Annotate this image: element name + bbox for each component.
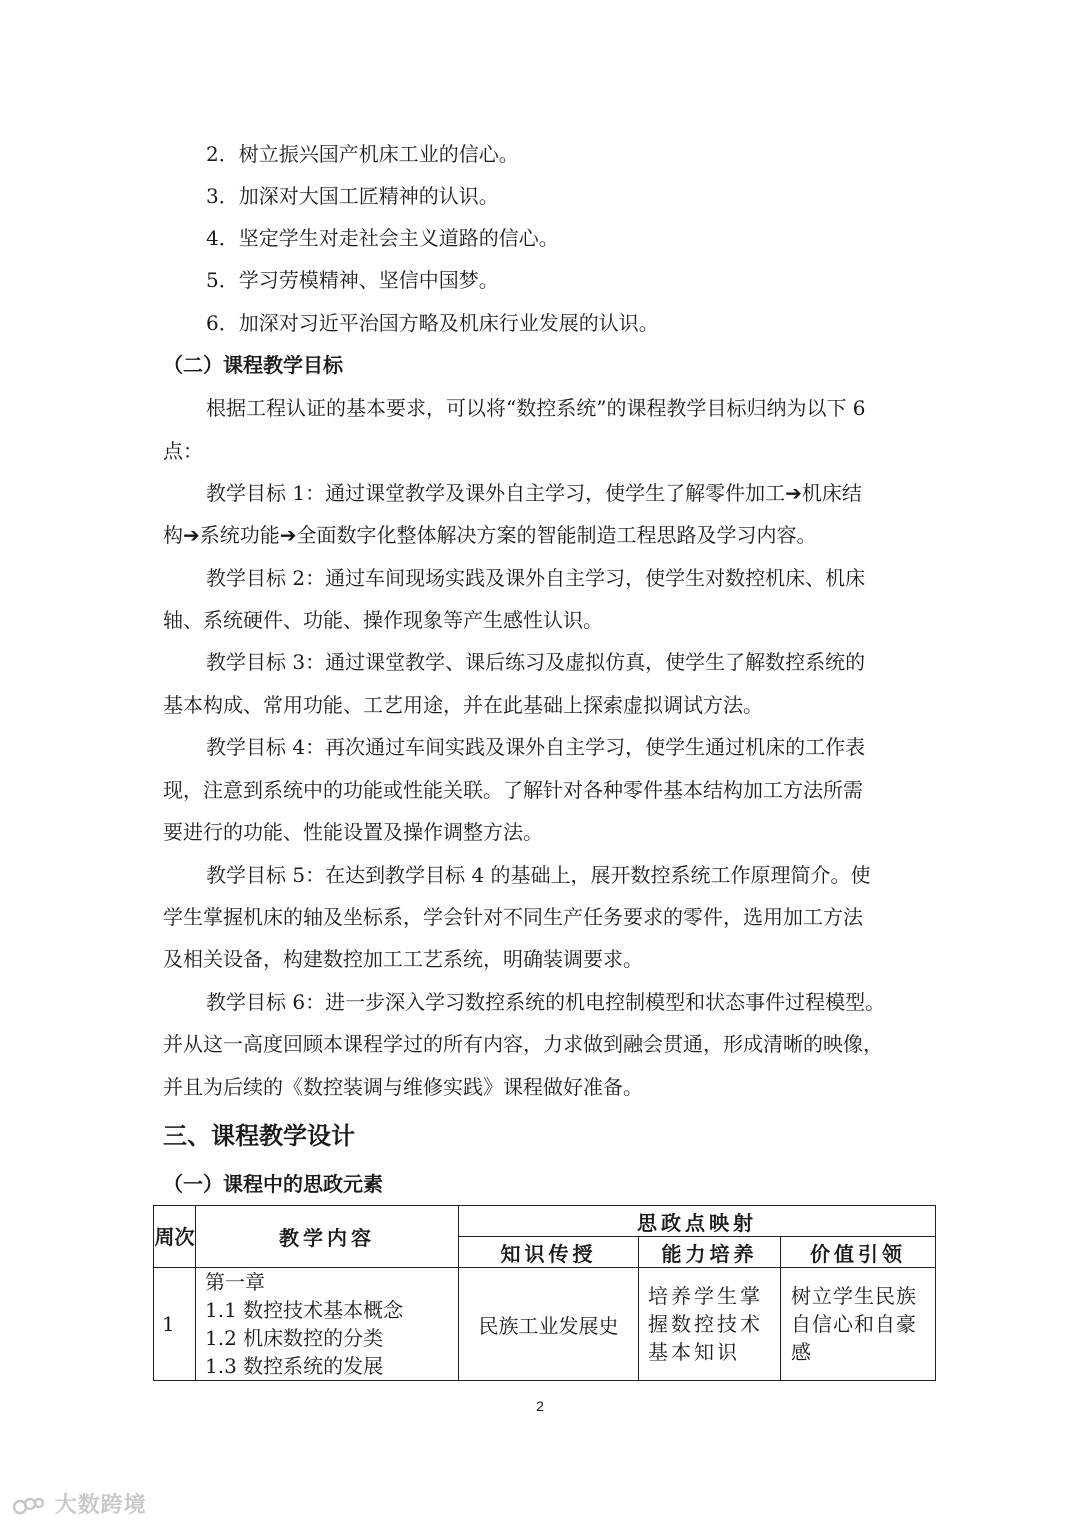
header-content: 教学内容 bbox=[196, 1206, 459, 1268]
goal-line: 构➔系统功能➔全面数字化整体解决方案的智能制造工程思路及学习内容。 bbox=[163, 523, 817, 547]
list-item: 3．加深对大国工匠精神的认识。 bbox=[206, 184, 499, 208]
list-item: 5．学习劳模精神、坚信中国梦。 bbox=[206, 268, 499, 292]
goal-line: 教学目标 3：通过课堂教学、课后练习及虚拟仿真，使学生了解数控系统的 bbox=[206, 650, 866, 674]
chapter-heading: 三、课程教学设计 bbox=[163, 1122, 355, 1150]
paragraph-line: 根据工程认证的基本要求，可以将“数控系统”的课程教学目标归纳为以下 6 bbox=[206, 396, 866, 420]
goal-line: 并从这一高度回顾本课程学过的所有内容，力求做到融会贯通，形成清晰的映像， bbox=[163, 1032, 883, 1056]
goal-line: 教学目标 6：进一步深入学习数控系统的机电控制模型和状态事件过程模型。 bbox=[206, 990, 886, 1014]
goal-line: 教学目标 1：通过课堂教学及课外自主学习，使学生了解零件加工➔机床结 bbox=[206, 481, 862, 505]
goal-line: 并且为后续的《数控装调与维修实践》课程做好准备。 bbox=[163, 1075, 643, 1099]
list-item: 2．树立振兴国产机床工业的信心。 bbox=[206, 142, 519, 166]
ideology-table bbox=[153, 1205, 936, 1381]
header-week: 周次 bbox=[154, 1206, 196, 1268]
content-line: 第一章 bbox=[205, 1270, 265, 1294]
content-line: 1.3 数控系统的发展 bbox=[205, 1354, 384, 1378]
watermark-text: 大数跨境 bbox=[54, 1493, 147, 1518]
list-item: 4．坚定学生对走社会主义道路的信心。 bbox=[206, 226, 559, 250]
header-ability: 能力培养 bbox=[639, 1237, 781, 1268]
cell-content bbox=[196, 1268, 459, 1381]
cell-value: 树立学生民族 自信心和自豪 感 bbox=[781, 1268, 936, 1381]
goal-line: 要进行的功能、性能设置及操作调整方法。 bbox=[163, 820, 543, 844]
goal-line: 教学目标 5：在达到教学目标 4 的基础上，展开数控系统工作原理简介。使 bbox=[206, 863, 871, 887]
page-number: 2 bbox=[536, 1398, 544, 1414]
cell-knowledge: 民族工业发展史 bbox=[459, 1268, 639, 1381]
goal-line: 现，注意到系统中的功能或性能关联。了解针对各种零件基本结构加工方法所需 bbox=[163, 778, 863, 802]
header-knowledge: 知识传授 bbox=[459, 1237, 639, 1268]
goal-line: 教学目标 4：再次通过车间实践及课外自主学习，使学生通过机床的工作表 bbox=[206, 735, 866, 759]
section-heading: （一）课程中的思政元素 bbox=[163, 1172, 383, 1196]
header-mapping: 思政点映射 bbox=[459, 1206, 936, 1237]
goal-line: 基本构成、常用功能、工艺用途，并在此基础上探索虚拟调试方法。 bbox=[163, 693, 763, 717]
goal-line: 教学目标 2：通过车间现场实践及课外自主学习，使学生对数控机床、机床 bbox=[206, 566, 866, 590]
paragraph-line: 点： bbox=[163, 439, 203, 463]
goal-line: 及相关设备，构建数控加工工艺系统，明确装调要求。 bbox=[163, 947, 643, 971]
cell-week: 1 bbox=[154, 1268, 196, 1381]
list-item: 6．加深对习近平治国方略及机床行业发展的认识。 bbox=[206, 311, 659, 335]
section-heading: （二）课程教学目标 bbox=[163, 353, 343, 377]
content-line: 1.1 数控技术基本概念 bbox=[205, 1298, 404, 1322]
goal-line: 学生掌握机床的轴及坐标系，学会针对不同生产任务要求的零件，选用加工方法 bbox=[163, 905, 863, 929]
goal-line: 轴、系统硬件、功能、操作现象等产生感性认识。 bbox=[163, 608, 603, 632]
header-value: 价值引领 bbox=[781, 1237, 936, 1268]
cell-ability: 培养学生掌 握数控技术 基本知识 bbox=[639, 1268, 781, 1381]
watermark bbox=[12, 1488, 147, 1519]
content-line: 1.2 机床数控的分类 bbox=[205, 1326, 384, 1350]
watermark-logo-icon bbox=[12, 1495, 46, 1517]
